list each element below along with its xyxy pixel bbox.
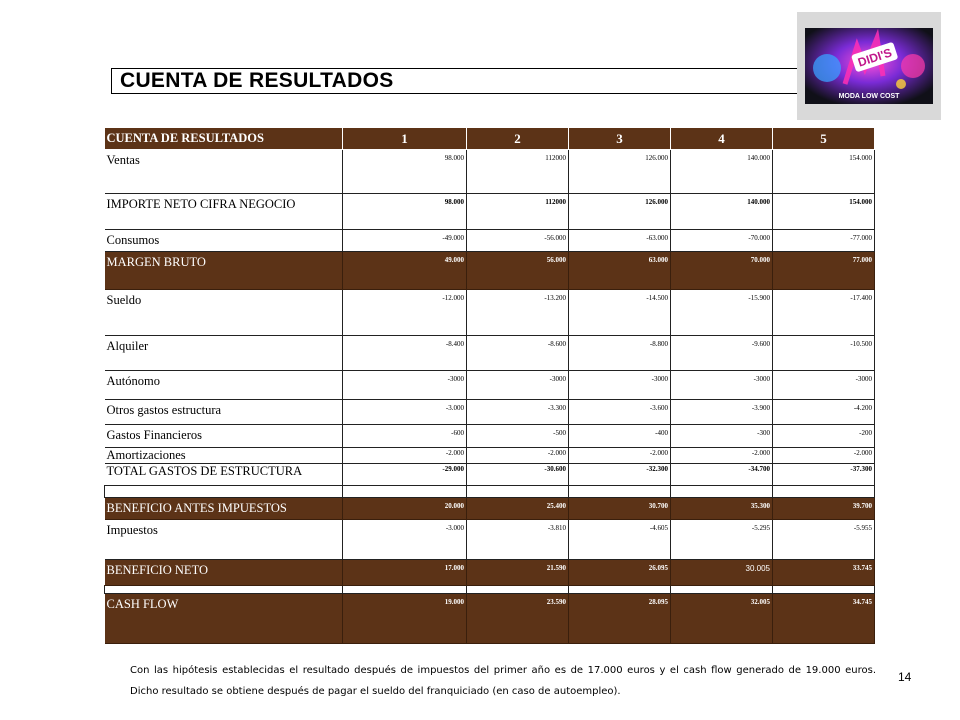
value-y4: 30.005	[671, 560, 773, 586]
value-y1: -8.400	[343, 336, 467, 371]
spacer-cell	[671, 486, 773, 498]
value-y2: -56.000	[467, 230, 569, 252]
logo-brand-text: DIDI'S	[856, 45, 894, 70]
value-y3: -2.000	[569, 448, 671, 464]
value-y1: -600	[343, 425, 467, 448]
spacer-cell	[773, 486, 875, 498]
spacer-row	[105, 486, 875, 498]
value-y5: -3000	[773, 371, 875, 400]
value-y5: 77.000	[773, 252, 875, 290]
value-y1: 17.000	[343, 560, 467, 586]
value-y5: -200	[773, 425, 875, 448]
value-y3: 126.000	[569, 150, 671, 194]
value-y4: -70.000	[671, 230, 773, 252]
row-total-gastos-estructura	[105, 464, 875, 486]
value-y5: 34.745	[773, 594, 875, 644]
value-y3: -3.600	[569, 400, 671, 425]
header-year-1: 1	[343, 128, 467, 150]
value-y2: 112000	[467, 194, 569, 230]
slide-title: CUENTA DE RESULTADOS	[120, 69, 394, 92]
row-label: BENEFICIO ANTES IMPUESTOS	[105, 498, 343, 520]
value-y1: -12.000	[343, 290, 467, 336]
value-y3: -14.500	[569, 290, 671, 336]
value-y4: -5.295	[671, 520, 773, 560]
page-number: 14	[898, 670, 912, 684]
value-y4: -9.600	[671, 336, 773, 371]
row-label: MARGEN BRUTO	[105, 252, 343, 290]
row-otros-gastos	[105, 400, 875, 425]
row-label: BENEFICIO NETO	[105, 560, 343, 586]
row-label: Impuestos	[105, 520, 343, 560]
value-y5: -37.300	[773, 464, 875, 486]
header-year-4: 4	[671, 128, 773, 150]
row-label: TOTAL GASTOS DE ESTRUCTURA	[105, 464, 343, 486]
value-y2: -3.810	[467, 520, 569, 560]
value-y2: 23.590	[467, 594, 569, 644]
row-beneficio-neto	[105, 560, 875, 586]
value-y4: 35.300	[671, 498, 773, 520]
value-y3: -63.000	[569, 230, 671, 252]
spacer-cell	[105, 486, 343, 498]
value-y4: 140.000	[671, 194, 773, 230]
value-y3: 126.000	[569, 194, 671, 230]
row-label: Gastos Financieros	[105, 425, 343, 448]
value-y5: -10.500	[773, 336, 875, 371]
row-label: Alquiler	[105, 336, 343, 371]
value-y4: -15.900	[671, 290, 773, 336]
value-y3: 26.095	[569, 560, 671, 586]
value-y4: 32.005	[671, 594, 773, 644]
value-y5: -2.000	[773, 448, 875, 464]
value-y3: 63.000	[569, 252, 671, 290]
row-consumos	[105, 230, 875, 252]
row-ventas	[105, 150, 875, 194]
value-y2: -3000	[467, 371, 569, 400]
row-impuestos	[105, 520, 875, 560]
spacer-cell	[467, 586, 569, 594]
value-y5: 39.700	[773, 498, 875, 520]
brand-logo	[805, 28, 933, 104]
value-y2: -13.200	[467, 290, 569, 336]
value-y5: -4.200	[773, 400, 875, 425]
row-alquiler	[105, 336, 875, 371]
value-y4: -2.000	[671, 448, 773, 464]
value-y4: -300	[671, 425, 773, 448]
value-y5: -77.000	[773, 230, 875, 252]
row-amortizaciones	[105, 448, 875, 464]
value-y3: -32.300	[569, 464, 671, 486]
value-y3: -3000	[569, 371, 671, 400]
value-y1: 98.000	[343, 150, 467, 194]
value-y5: 154.000	[773, 150, 875, 194]
spacer-cell	[467, 486, 569, 498]
value-y1: 98.000	[343, 194, 467, 230]
value-y1: -2.000	[343, 448, 467, 464]
value-y2: 21.590	[467, 560, 569, 586]
value-y2: -30.600	[467, 464, 569, 486]
row-gastos-financieros	[105, 425, 875, 448]
value-y1: -3.000	[343, 520, 467, 560]
row-importe-neto	[105, 194, 875, 230]
spacer-cell	[343, 586, 467, 594]
row-label: CASH FLOW	[105, 594, 343, 644]
value-y2: 56.000	[467, 252, 569, 290]
value-y1: -3000	[343, 371, 467, 400]
value-y2: 25.400	[467, 498, 569, 520]
spacer-cell	[343, 486, 467, 498]
value-y3: -8.800	[569, 336, 671, 371]
value-y4: -34.700	[671, 464, 773, 486]
value-y2: -500	[467, 425, 569, 448]
header-year-2: 2	[467, 128, 569, 150]
spacer-row	[105, 586, 875, 594]
value-y4: -3.900	[671, 400, 773, 425]
value-y3: -400	[569, 425, 671, 448]
value-y5: 154.000	[773, 194, 875, 230]
row-label: Consumos	[105, 230, 343, 252]
row-autonomo	[105, 371, 875, 400]
value-y3: -4.605	[569, 520, 671, 560]
row-label: Amortizaciones	[105, 448, 343, 464]
row-sueldo	[105, 290, 875, 336]
value-y2: 112000	[467, 150, 569, 194]
value-y2: -3.300	[467, 400, 569, 425]
row-label: Sueldo	[105, 290, 343, 336]
logo-graphic	[805, 28, 933, 104]
spacer-cell	[569, 486, 671, 498]
logo-tagline: MODA LOW COST	[838, 93, 900, 100]
income-statement-table	[104, 127, 875, 644]
spacer-cell	[773, 586, 875, 594]
footnote-text: Con las hipótesis establecidas el resultado después de impuestos del primer año es de 17.000 euros y el cash flow generado de 19.000 euros. Dicho resultado se obtiene después de pagar el sueldo del franquiciado (en caso de autoempleo).	[130, 665, 876, 697]
header-label: CUENTA DE RESULTADOS	[105, 128, 343, 150]
value-y4: 140.000	[671, 150, 773, 194]
value-y3: 30.700	[569, 498, 671, 520]
row-beneficio-antes-impuestos	[105, 498, 875, 520]
value-y2: -2.000	[467, 448, 569, 464]
slide-title-box	[111, 68, 801, 94]
header-year-3: 3	[569, 128, 671, 150]
value-y5: -17.400	[773, 290, 875, 336]
value-y1: -29.000	[343, 464, 467, 486]
value-y3: 28.095	[569, 594, 671, 644]
value-y1: 19.000	[343, 594, 467, 644]
value-y1: -3.000	[343, 400, 467, 425]
row-margen-bruto	[105, 252, 875, 290]
table-header-row	[105, 128, 875, 150]
value-y1: 49.000	[343, 252, 467, 290]
value-y1: -49.000	[343, 230, 467, 252]
row-label: Otros gastos estructura	[105, 400, 343, 425]
value-y5: -5.955	[773, 520, 875, 560]
value-y1: 20.000	[343, 498, 467, 520]
row-label: Ventas	[105, 150, 343, 194]
value-y5: 33.745	[773, 560, 875, 586]
row-label: Autónomo	[105, 371, 343, 400]
spacer-cell	[569, 586, 671, 594]
value-y2: -8.600	[467, 336, 569, 371]
value-y4: 70.000	[671, 252, 773, 290]
logo-frame	[797, 12, 941, 120]
row-label: IMPORTE NETO CIFRA NEGOCIO	[105, 194, 343, 230]
header-year-5: 5	[773, 128, 875, 150]
spacer-cell	[105, 586, 343, 594]
value-y4: -3000	[671, 371, 773, 400]
spacer-cell	[671, 586, 773, 594]
row-cash-flow	[105, 594, 875, 644]
